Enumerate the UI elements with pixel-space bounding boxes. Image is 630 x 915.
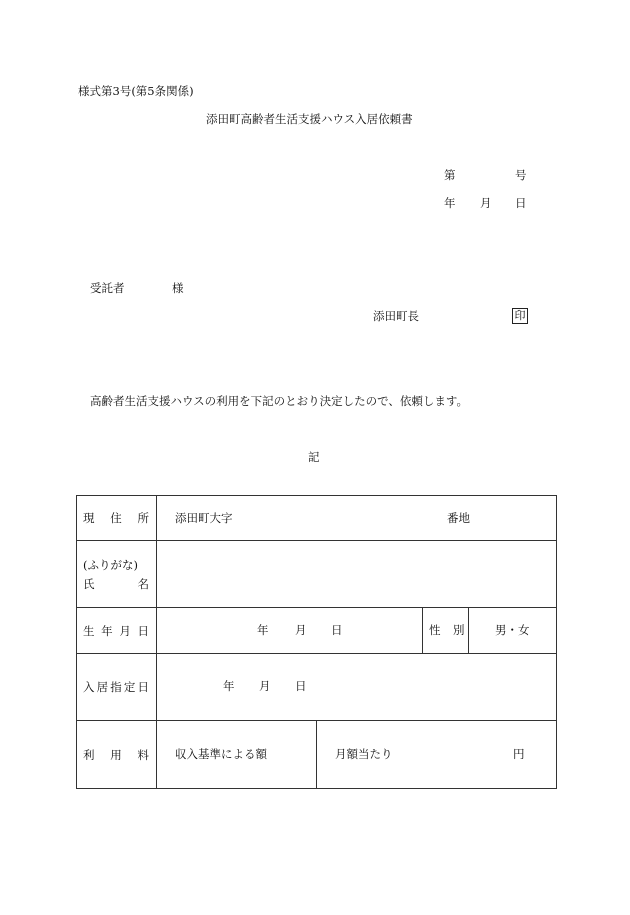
label-char: 性 — [429, 623, 441, 637]
sender-label: 添田町長 — [373, 309, 419, 323]
address-label — [77, 496, 157, 541]
date-month: 月 — [480, 196, 492, 210]
row-move-in — [77, 654, 557, 721]
ki-marker: 記 — [308, 450, 320, 464]
sex-options: 男・女 — [495, 623, 530, 637]
row-fee — [77, 721, 557, 789]
label-char: 定 — [123, 680, 136, 694]
birth-value — [157, 608, 423, 654]
seal-mark: 印 — [512, 308, 528, 324]
body-text: 高齢者生活支援ハウスの利用を下記のとおり決定したので、依頼します。 — [90, 394, 469, 408]
fee-monthly-label: 月額当たり — [335, 747, 393, 761]
label-char: 指 — [110, 680, 122, 694]
label-char: 別 — [453, 623, 465, 637]
sex-value — [469, 608, 557, 654]
move-in-month: 月 — [259, 679, 271, 693]
label-char: 月 — [119, 623, 131, 638]
furigana-label: (ふりがな) — [83, 557, 138, 572]
doc-number-go: 号 — [515, 168, 527, 182]
row-name — [77, 541, 557, 608]
label-char: 氏 — [83, 576, 95, 591]
label-char: 日 — [137, 680, 149, 694]
address-value — [157, 496, 557, 541]
fee-label — [77, 721, 157, 789]
address-prefix: 添田町大字 — [175, 511, 233, 525]
date-day: 日 — [515, 196, 527, 210]
addressee-sama: 様 — [172, 281, 184, 295]
label-char: 日 — [137, 623, 149, 638]
label-char: 利 — [83, 747, 95, 762]
label-char: 住 — [110, 511, 122, 525]
row-birth — [77, 608, 557, 654]
form-number: 様式第3号(第5条関係) — [78, 84, 194, 98]
label-char: 用 — [110, 747, 122, 762]
birth-label — [77, 608, 157, 654]
move-in-label — [77, 654, 157, 721]
fee-yen: 円 — [513, 747, 525, 761]
address-banchi: 番地 — [447, 511, 470, 525]
label-char: 名 — [137, 576, 149, 591]
label-char: 料 — [137, 747, 149, 762]
label-char: 生 — [83, 623, 95, 638]
fee-basis-text: 収入基準による額 — [175, 747, 267, 761]
sex-label — [423, 608, 469, 654]
move-in-year: 年 — [223, 679, 235, 693]
label-char: 現 — [83, 511, 95, 525]
birth-month: 月 — [295, 623, 307, 637]
doc-number-dai: 第 — [444, 168, 456, 182]
birth-year: 年 — [257, 623, 269, 637]
name-value — [157, 541, 557, 608]
addressee-label: 受託者 — [90, 281, 125, 295]
document-title: 添田町高齢者生活支援ハウス入居依頼書 — [206, 112, 413, 126]
fee-basis — [157, 721, 317, 789]
move-in-day: 日 — [295, 679, 307, 693]
label-char: 年 — [101, 623, 113, 638]
details-table — [76, 495, 557, 789]
row-address — [77, 496, 557, 541]
move-in-value — [157, 654, 557, 721]
label-char: 入 — [83, 680, 95, 694]
date-year: 年 — [444, 196, 456, 210]
fee-monthly — [317, 721, 557, 789]
label-char: 所 — [137, 511, 149, 525]
label-char: 居 — [96, 680, 109, 694]
name-label — [77, 541, 157, 608]
birth-day: 日 — [331, 623, 343, 637]
